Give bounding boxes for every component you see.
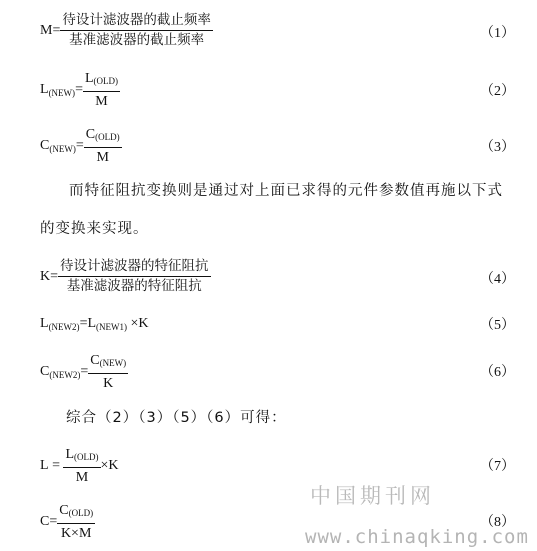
equation-6: $C_{(NEW2)}=$ $\frac{\text{C(NEW)}}{K}$ (40, 353, 127, 391)
body-paragraph: 而特征阻抗变换则是通过对上面已求得的元件参数值再施以下式的变换来实现。 (40, 183, 503, 237)
eq7-number: （7） (480, 459, 515, 474)
eq4-lhs: K (40, 268, 51, 284)
equation-2: $L_{(NEW)}=$ $\frac{\text{L(OLD)}}{M}$ (40, 71, 119, 109)
eq6-denominator: K (103, 376, 114, 391)
eq6-fraction (88, 352, 128, 392)
eq1-denominator: 基准滤波器的截止频率 (69, 32, 205, 48)
equation-1: M= $\frac{\text{待设计滤波器的截止频率}}{\text{基准滤波器的截止频率}}$ (40, 12, 211, 48)
eq6-lhs-subscript: (NEW2) (49, 370, 81, 380)
eq5-number: （5） (480, 318, 515, 333)
eq7-numerator-subscript: (OLD) (74, 452, 99, 462)
eq8-number: （8） (480, 515, 515, 530)
eq1-fraction (60, 12, 213, 49)
eq3-numerator: C (85, 127, 96, 142)
eq8-numerator: C (59, 503, 69, 518)
eq4-number: （4） (480, 272, 515, 287)
eq8-numerator-subscript: (OLD) (68, 508, 94, 518)
eq4-denominator: 基准滤波器的特征阻抗 (66, 278, 202, 294)
eq7-lhs: L (40, 458, 49, 473)
eq3-denominator: M (96, 150, 109, 165)
eq5-lhs-subscript: (NEW2) (48, 322, 80, 332)
eq3-lhs: C (40, 138, 50, 153)
eq8-denominator: K×M (60, 526, 92, 541)
eq2-lhs-subscript: (NEW) (48, 88, 76, 98)
eq7-tail: ×K (100, 458, 119, 473)
eq5-rhs-subscript: (NEW1) (96, 322, 128, 332)
eq5-rhs: L (87, 316, 97, 331)
watermark-url: www.chinaqking.com (305, 526, 529, 548)
equation-7: L = $\frac{\text{L(OLD)}}{M}$ ×K (40, 447, 119, 485)
eq1-numerator: 待设计滤波器的截止频率 (60, 12, 213, 31)
eq2-numerator-subscript: (OLD) (93, 76, 119, 86)
equation-4: K= $\frac{\text{待设计滤波器的特征阻抗}}{\text{基准滤波器的特征阻抗}}$ (40, 258, 209, 294)
eq2-denominator: M (95, 94, 108, 109)
eq3-numerator-subscript: (OLD) (95, 132, 120, 142)
equation-8: C= $\frac{\text{C(OLD)}}{K\times M}$ (40, 503, 94, 541)
eq2-fraction (83, 70, 120, 110)
eq1-number: （1） (480, 26, 515, 41)
eq5-lhs: L (40, 316, 49, 331)
watermark-cn: 中国期刊网 (310, 484, 435, 508)
eq6-numerator-subscript: (NEW) (99, 358, 127, 368)
eq4-fraction (58, 258, 211, 295)
eq8-fraction (57, 502, 95, 542)
eq2-lhs: L (40, 82, 49, 97)
equation-5: $L_{(NEW2)}=L_{(NEW1)} \times K$ (40, 316, 149, 332)
eq8-lhs: C (40, 514, 50, 529)
eq3-lhs-subscript: (NEW) (49, 144, 76, 154)
eq7-numerator: L (65, 447, 75, 462)
eq2-numerator: L (84, 71, 94, 86)
eq5-tail: ×K (130, 316, 149, 331)
eq4-numerator: 待设计滤波器的特征阻抗 (58, 258, 211, 277)
eq7-fraction (63, 446, 100, 486)
eq7-denominator: M (75, 470, 89, 485)
eq1-lhs: M (40, 22, 53, 38)
equation-3: $C_{(NEW)}=$ $\frac{\text{C(OLD)}}{M}$ (40, 127, 120, 165)
summary-line: 综合（2）（3）（5）（6）可得： (66, 410, 287, 426)
eq3-number: （3） (480, 140, 515, 155)
eq6-lhs: C (40, 364, 50, 379)
eq3-fraction (84, 126, 122, 166)
eq2-number: （2） (480, 84, 515, 99)
eq6-number: （6） (480, 365, 515, 380)
eq6-numerator: C (90, 353, 100, 368)
